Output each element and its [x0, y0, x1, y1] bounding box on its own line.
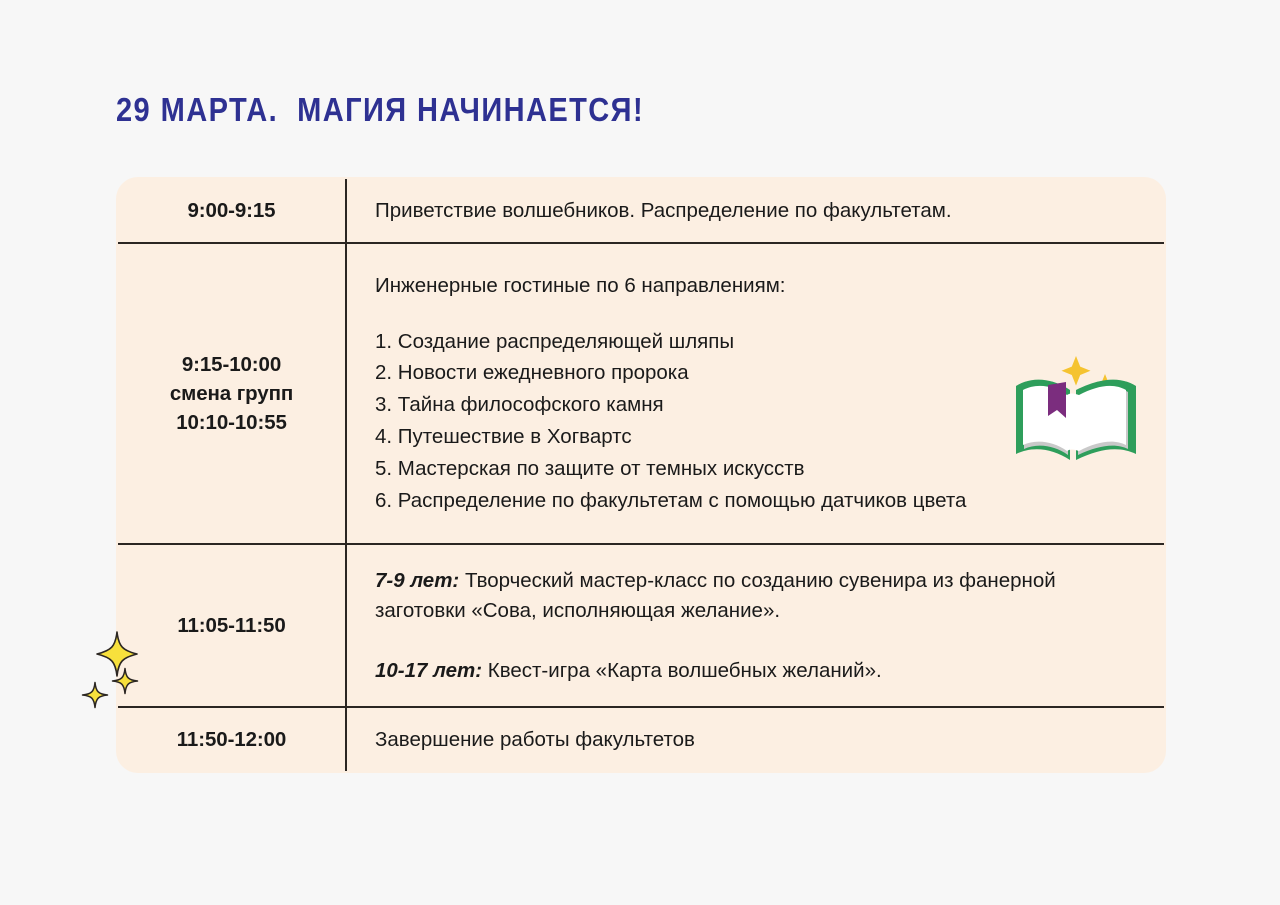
list-item: 4. Путешествие в Хогвартс	[375, 424, 632, 448]
description-intro: Инженерные гостиные по 6 направлениям:	[375, 273, 786, 297]
time-note: смена групп	[169, 381, 294, 405]
time-line: 9:00-9:15	[187, 198, 276, 222]
age-label: 10-17 лет:	[375, 658, 483, 682]
time-line: 11:05-11:50	[177, 614, 286, 638]
age-text: Творческий мастер-класс по созданию сувенира из фанерной заготовки «Сова, исполняющая желание».	[375, 569, 1056, 622]
age-block	[375, 566, 1144, 625]
list-item: 1. Создание распределяющей шляпы	[375, 329, 735, 353]
list-item: 3. Тайна философского камня	[375, 393, 664, 417]
schedule-table-wrapper	[116, 177, 1166, 773]
schedule-table	[116, 177, 1166, 773]
list-item: 5. Мастерская по защите от темных искусств	[375, 456, 805, 480]
sparkle-small	[83, 683, 108, 708]
table-row	[117, 707, 1165, 772]
directions-list	[375, 326, 1144, 517]
sparkle-large	[97, 632, 137, 676]
page-title: 29 МАРТА. МАГИЯ НАЧИНАЕТСЯ!	[116, 91, 645, 128]
row-description-cell	[346, 178, 1165, 243]
table-row	[117, 243, 1165, 545]
description-intro: Завершение работы факультетов	[375, 728, 695, 752]
list-item: 6. Распределение по факультетам с помощью датчиков цвета	[375, 488, 967, 512]
table-row	[117, 178, 1165, 243]
row-description-cell	[346, 544, 1165, 707]
row-description-cell	[346, 243, 1165, 545]
age-text: Квест-игра «Карта волшебных желаний».	[482, 658, 882, 682]
description-intro: Приветствие волшебников. Распределение по факультетам.	[375, 198, 952, 222]
table-row	[117, 544, 1165, 707]
time-line: 11:50-12:00	[176, 728, 287, 752]
age-block	[375, 656, 1144, 686]
list-item: 2. Новости ежедневного пророка	[375, 361, 689, 385]
row-time-cell	[117, 243, 346, 545]
row-description-cell	[346, 707, 1165, 772]
row-time-cell	[117, 178, 346, 243]
time-line: 10:10-10:55	[176, 410, 287, 434]
sparkle-stars-icon	[68, 624, 154, 724]
age-label: 7-9 лет:	[375, 569, 460, 593]
time-line: 9:15-10:00	[181, 352, 282, 376]
